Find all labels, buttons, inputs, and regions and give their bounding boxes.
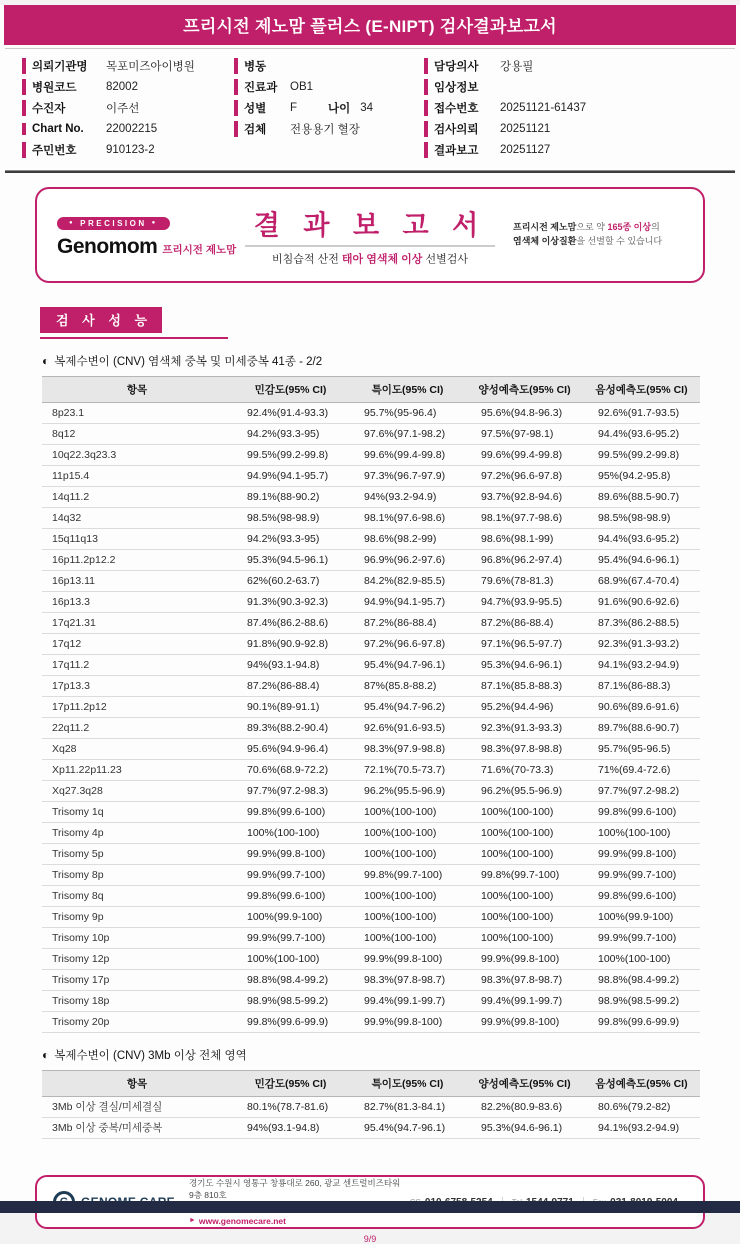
- table-row: [42, 865, 700, 886]
- value-cell: 90.6%(89.6-91.6): [583, 697, 700, 718]
- value-cell: 99.9%(99.7-100): [583, 928, 700, 949]
- value-cell: 87.2%(86-88.4): [232, 676, 349, 697]
- table-row: [42, 676, 700, 697]
- value-cell: 92.6%(91.7-93.5): [583, 403, 700, 424]
- value-cell: 99.9%(99.8-100): [232, 844, 349, 865]
- section-header-wrap: [40, 307, 228, 339]
- brand-name-korean: 프리시전 제노맘: [162, 243, 237, 256]
- value-cell: 94.2%(93.3-95): [232, 424, 349, 445]
- value-cell: 100%(100-100): [349, 907, 466, 928]
- value-cell: 99.8%(99.7-100): [349, 865, 466, 886]
- value-cell: 99.4%(99.1-99.7): [466, 991, 583, 1012]
- dept-value: OB1: [290, 81, 314, 93]
- column-header: 항목: [42, 1071, 232, 1097]
- receipt-label: 접수번호: [424, 100, 500, 116]
- website-link[interactable]: [189, 1215, 401, 1228]
- table-row: [42, 760, 700, 781]
- table-row: [42, 823, 700, 844]
- value-cell: 100%(100-100): [232, 823, 349, 844]
- item-cell: 14q11.2: [42, 487, 232, 508]
- item-cell: 16p11.2p12.2: [42, 550, 232, 571]
- value-cell: 98.5%(98-98.9): [232, 508, 349, 529]
- banner-title: 결 과 보 고 서: [253, 210, 487, 241]
- value-cell: 91.8%(90.9-92.8): [232, 634, 349, 655]
- value-cell: 98.6%(98.1-99): [466, 529, 583, 550]
- table-row: [42, 697, 700, 718]
- doctor-value: 강용필: [500, 61, 534, 73]
- value-cell: 100%(100-100): [466, 844, 583, 865]
- column-header: 양성예측도(95% CI): [466, 377, 583, 403]
- table-row: [42, 739, 700, 760]
- column-header: 특이도(95% CI): [349, 377, 466, 403]
- item-cell: 10q22.3q23.3: [42, 445, 232, 466]
- value-cell: 87.3%(86.2-88.5): [583, 613, 700, 634]
- table-header-row: [42, 377, 700, 403]
- banner-center: [220, 204, 520, 267]
- value-cell: 94.1%(93.2-94.9): [583, 655, 700, 676]
- item-cell: 16p13.3: [42, 592, 232, 613]
- hospital-code-value: 82002: [106, 81, 138, 93]
- item-cell: 17p13.3: [42, 676, 232, 697]
- info-row-dept: [234, 77, 424, 97]
- patient-info-col-middle: [234, 56, 424, 161]
- table1-caption-text: 복제수변이 (CNV) 염색체 중복 및 미세중복 41종 - 2/2: [54, 356, 323, 368]
- value-cell: 100%(100-100): [349, 823, 466, 844]
- value-cell: 98.1%(97.6-98.6): [349, 508, 466, 529]
- table-row: [42, 613, 700, 634]
- info-row-clinical: [424, 77, 730, 97]
- value-cell: 99.9%(99.7-100): [232, 928, 349, 949]
- value-cell: 100%(100-100): [349, 844, 466, 865]
- value-cell: 99.9%(99.8-100): [349, 1012, 466, 1033]
- value-cell: 95.3%(94.6-96.1): [466, 1118, 583, 1139]
- brand-name: Genomom: [57, 234, 158, 258]
- value-cell: 95.4%(94.7-96.1): [349, 655, 466, 676]
- value-cell: 82.2%(80.9-83.6): [466, 1097, 583, 1118]
- half-circle-icon: ◐: [42, 1048, 50, 1062]
- item-cell: Trisomy 8p: [42, 865, 232, 886]
- value-cell: 80.1%(78.7-81.6): [232, 1097, 349, 1118]
- info-row-specimen: [234, 119, 424, 139]
- value-cell: 92.6%(91.6-93.5): [349, 718, 466, 739]
- dot-icon: ●: [151, 220, 158, 227]
- value-cell: 94.7%(93.9-95.5): [466, 592, 583, 613]
- sex-value: F: [290, 102, 298, 114]
- item-cell: Xp11.22p11.23: [42, 760, 232, 781]
- patient-info: [22, 49, 730, 166]
- value-cell: 94.4%(93.6-95.2): [583, 424, 700, 445]
- rrn-value: 910123-2: [106, 144, 155, 156]
- column-header: 음성예측도(95% CI): [583, 377, 700, 403]
- value-cell: 99.6%(99.4-99.8): [466, 445, 583, 466]
- value-cell: 91.6%(90.6-92.6): [583, 592, 700, 613]
- note-text-3: 을 선별할 수 있습니다: [576, 236, 663, 246]
- table-row: [42, 445, 700, 466]
- item-cell: 3Mb 이상 결실/미세결실: [42, 1097, 232, 1118]
- table-row: [42, 886, 700, 907]
- value-cell: 95.7%(95-96.4): [349, 403, 466, 424]
- value-cell: 99.8%(99.6-100): [232, 886, 349, 907]
- patient-name-value: 이주선: [106, 103, 140, 115]
- value-cell: 94.2%(93.3-95): [232, 529, 349, 550]
- value-cell: 72.1%(70.5-73.7): [349, 760, 466, 781]
- value-cell: 95.7%(95-96.5): [583, 739, 700, 760]
- table-row: [42, 1097, 700, 1118]
- table-row: [42, 949, 700, 970]
- precision-badge-label: PRECISION: [80, 218, 147, 228]
- result-banner: [35, 187, 705, 283]
- value-cell: 98.3%(97.8-98.7): [349, 970, 466, 991]
- item-cell: Trisomy 17p: [42, 970, 232, 991]
- org-label: 의뢰기관명: [22, 58, 106, 74]
- value-cell: 95.6%(94.9-96.4): [232, 739, 349, 760]
- request-date-label: 검사의뢰: [424, 121, 500, 137]
- value-cell: 98.9%(98.5-99.2): [232, 991, 349, 1012]
- report-date-label: 결과보고: [424, 142, 500, 158]
- value-cell: 95%(94.2-95.8): [583, 466, 700, 487]
- value-cell: 87%(85.8-88.2): [349, 676, 466, 697]
- info-row-org: [22, 56, 234, 76]
- info-row-doctor: [424, 56, 730, 76]
- banner-note: [513, 221, 683, 249]
- item-cell: 17q21.31: [42, 613, 232, 634]
- item-cell: Trisomy 4p: [42, 823, 232, 844]
- value-cell: 97.2%(96.6-97.8): [349, 634, 466, 655]
- item-cell: 3Mb 이상 중복/미세중복: [42, 1118, 232, 1139]
- value-cell: 99.9%(99.7-100): [583, 865, 700, 886]
- value-cell: 99.6%(99.4-99.8): [349, 445, 466, 466]
- item-cell: 17q11.2: [42, 655, 232, 676]
- value-cell: 87.2%(86-88.4): [466, 613, 583, 634]
- value-cell: 89.7%(88.6-90.7): [583, 718, 700, 739]
- value-cell: 97.7%(97.2-98.3): [232, 781, 349, 802]
- bottom-bar: [0, 1201, 740, 1213]
- value-cell: 94.9%(94.1-95.7): [232, 466, 349, 487]
- table-row: [42, 508, 700, 529]
- rrn-label: 주민번호: [22, 142, 106, 158]
- note-text-2: 의: [651, 222, 660, 233]
- chart-no-value: 22002215: [106, 123, 158, 135]
- value-cell: 82.7%(81.3-84.1): [349, 1097, 466, 1118]
- value-cell: 100%(100-100): [466, 823, 583, 844]
- value-cell: 98.9%(98.5-99.2): [583, 991, 700, 1012]
- value-cell: 94.1%(93.2-94.9): [583, 1118, 700, 1139]
- info-bottom-divider: [5, 170, 735, 173]
- patient-info-col-left: [22, 56, 234, 161]
- table-row: [42, 1012, 700, 1033]
- item-cell: Trisomy 18p: [42, 991, 232, 1012]
- value-cell: 84.2%(82.9-85.5): [349, 571, 466, 592]
- note-brand: 프리시전 제노맘: [513, 222, 577, 233]
- banner-divider: [245, 246, 495, 247]
- value-cell: 100%(100-100): [466, 802, 583, 823]
- table-row: [42, 991, 700, 1012]
- specimen-label: 검체: [234, 121, 290, 137]
- value-cell: 99.5%(99.2-99.8): [232, 445, 349, 466]
- value-cell: 97.3%(96.7-97.9): [349, 466, 466, 487]
- cnv-3mb-table: [42, 1070, 700, 1139]
- banner-subtitle-post: 선별검사: [422, 253, 468, 266]
- note-text-1: 으로 약: [576, 222, 608, 233]
- table-row: [42, 907, 700, 928]
- table-row: [42, 928, 700, 949]
- value-cell: 92.4%(91.4-93.3): [232, 403, 349, 424]
- banner-subtitle-highlight: 태아 염색체 이상: [341, 253, 423, 266]
- value-cell: 98.5%(98-98.9): [583, 508, 700, 529]
- genomom-logo: [57, 211, 236, 259]
- item-cell: Xq27.3q28: [42, 781, 232, 802]
- column-header: 항목: [42, 377, 232, 403]
- note-bold-2: 염색체 이상질환: [513, 236, 577, 246]
- column-header: 특이도(95% CI): [349, 1071, 466, 1097]
- value-cell: 98.3%(97.8-98.8): [466, 739, 583, 760]
- value-cell: 95.3%(94.6-96.1): [466, 655, 583, 676]
- value-cell: 87.1%(86-88.3): [583, 676, 700, 697]
- item-cell: 17q12: [42, 634, 232, 655]
- item-cell: 15q11q13: [42, 529, 232, 550]
- value-cell: 96.8%(96.2-97.4): [466, 550, 583, 571]
- value-cell: 79.6%(78-81.3): [466, 571, 583, 592]
- value-cell: 100%(100-100): [232, 949, 349, 970]
- table-row: [42, 802, 700, 823]
- value-cell: 96.2%(95.5-96.9): [466, 781, 583, 802]
- item-cell: Trisomy 20p: [42, 1012, 232, 1033]
- value-cell: 100%(100-100): [349, 886, 466, 907]
- info-row-ward: [234, 56, 424, 76]
- info-row-patient-name: [22, 98, 234, 118]
- value-cell: 97.1%(96.5-97.7): [466, 634, 583, 655]
- link-arrow-icon: ►: [188, 1216, 196, 1224]
- report-title-bar: [4, 5, 736, 45]
- value-cell: 99.9%(99.8-100): [583, 844, 700, 865]
- note-highlight: 165종 이상: [607, 222, 652, 233]
- table-header-row: [42, 1071, 700, 1097]
- value-cell: 94%(93.1-94.8): [232, 655, 349, 676]
- value-cell: 100%(100-100): [349, 802, 466, 823]
- age-label: 나이: [328, 103, 351, 115]
- item-cell: Trisomy 12p: [42, 949, 232, 970]
- ward-label: 병동: [234, 58, 290, 74]
- age-value: 34: [360, 102, 374, 114]
- item-cell: 22q11.2: [42, 718, 232, 739]
- report-title: 프리시전 제노맘 플러스 (E-NIPT) 검사결과보고서: [183, 17, 557, 36]
- value-cell: 89.6%(88.5-90.7): [583, 487, 700, 508]
- table-row: [42, 970, 700, 991]
- value-cell: 99.9%(99.8-100): [466, 1012, 583, 1033]
- value-cell: 94%(93.2-94.9): [349, 487, 466, 508]
- table-row: [42, 1118, 700, 1139]
- info-row-chart-no: [22, 119, 234, 139]
- value-cell: 95.2%(94.4-96): [466, 697, 583, 718]
- value-cell: 62%(60.2-63.7): [232, 571, 349, 592]
- value-cell: 68.9%(67.4-70.4): [583, 571, 700, 592]
- value-cell: 95.6%(94.8-96.3): [466, 403, 583, 424]
- info-row-hospital-code: [22, 77, 234, 97]
- item-cell: Trisomy 10p: [42, 928, 232, 949]
- table-row: [42, 718, 700, 739]
- table-row: [42, 403, 700, 424]
- table-row: [42, 781, 700, 802]
- value-cell: 70.6%(68.9-72.2): [232, 760, 349, 781]
- chart-no-label: Chart No.: [22, 123, 106, 135]
- value-cell: 94.4%(93.6-95.2): [583, 529, 700, 550]
- value-cell: 95.3%(94.5-96.1): [232, 550, 349, 571]
- value-cell: 99.4%(99.1-99.7): [349, 991, 466, 1012]
- column-header: 민감도(95% CI): [232, 377, 349, 403]
- value-cell: 99.8%(99.7-100): [466, 865, 583, 886]
- dept-label: 진료과: [234, 79, 290, 95]
- value-cell: 99.8%(99.6-100): [232, 802, 349, 823]
- item-cell: 16p13.11: [42, 571, 232, 592]
- info-row-receipt: [424, 98, 730, 118]
- table-row: [42, 550, 700, 571]
- info-row-sex-age: [234, 98, 424, 118]
- value-cell: 98.8%(98.4-99.2): [583, 970, 700, 991]
- table-row: [42, 592, 700, 613]
- specimen-value: 전용용기 혈장: [290, 124, 360, 136]
- value-cell: 100%(100-100): [583, 823, 700, 844]
- value-cell: 100%(100-100): [466, 928, 583, 949]
- value-cell: 97.6%(97.1-98.2): [349, 424, 466, 445]
- value-cell: 98.8%(98.4-99.2): [232, 970, 349, 991]
- value-cell: 98.6%(98.2-99): [349, 529, 466, 550]
- value-cell: 99.5%(99.2-99.8): [583, 445, 700, 466]
- value-cell: 99.8%(99.6-100): [583, 802, 700, 823]
- value-cell: 96.9%(96.2-97.6): [349, 550, 466, 571]
- info-row-rrn: [22, 140, 234, 160]
- value-cell: 95.4%(94.6-96.1): [583, 550, 700, 571]
- item-cell: 11p15.4: [42, 466, 232, 487]
- table2-caption: [42, 1047, 740, 1063]
- value-cell: 94%(93.1-94.8): [232, 1118, 349, 1139]
- item-cell: Trisomy 9p: [42, 907, 232, 928]
- value-cell: 99.8%(99.6-99.9): [583, 1012, 700, 1033]
- table-row: [42, 571, 700, 592]
- column-header: 양성예측도(95% CI): [466, 1071, 583, 1097]
- value-cell: 87.1%(85.8-88.3): [466, 676, 583, 697]
- website-url: www.genomecare.net: [198, 1215, 286, 1226]
- table-row: [42, 529, 700, 550]
- item-cell: Trisomy 5p: [42, 844, 232, 865]
- value-cell: 98.1%(97.7-98.6): [466, 508, 583, 529]
- brand-line: [57, 235, 236, 259]
- request-date-value: 20251121: [500, 123, 551, 135]
- item-cell: 8q12: [42, 424, 232, 445]
- value-cell: 71.6%(70-73.3): [466, 760, 583, 781]
- address-line-1: 경기도 수원시 영통구 창룡대로 260, 광교 센트럴비즈타워 9층 810호: [188, 1177, 401, 1201]
- table-row: [42, 844, 700, 865]
- value-cell: 94.9%(94.1-95.7): [349, 592, 466, 613]
- table1-caption: [42, 353, 740, 369]
- value-cell: 98.3%(97.8-98.7): [466, 970, 583, 991]
- value-cell: 97.7%(97.2-98.2): [583, 781, 700, 802]
- value-cell: 100%(99.9-100): [232, 907, 349, 928]
- value-cell: 89.1%(88-90.2): [232, 487, 349, 508]
- value-cell: 100%(100-100): [466, 886, 583, 907]
- value-cell: 100%(100-100): [583, 949, 700, 970]
- table-row: [42, 634, 700, 655]
- precision-badge: [57, 217, 170, 230]
- table-row: [42, 466, 700, 487]
- hospital-code-label: 병원코드: [22, 79, 106, 95]
- value-cell: 71%(69.4-72.6): [583, 760, 700, 781]
- value-cell: 96.2%(95.5-96.9): [349, 781, 466, 802]
- banner-subtitle: [220, 251, 520, 267]
- item-cell: 14q32: [42, 508, 232, 529]
- cnv-duplication-table: [42, 376, 700, 1033]
- value-cell: 100%(100-100): [349, 928, 466, 949]
- value-cell: 99.9%(99.7-100): [232, 865, 349, 886]
- item-cell: Trisomy 1q: [42, 802, 232, 823]
- table-row: [42, 424, 700, 445]
- value-cell: 99.9%(99.8-100): [466, 949, 583, 970]
- value-cell: 89.3%(88.2-90.4): [232, 718, 349, 739]
- value-cell: 95.4%(94.7-96.1): [349, 1118, 466, 1139]
- info-row-report-date: [424, 140, 730, 160]
- value-cell: 99.8%(99.6-99.9): [232, 1012, 349, 1033]
- item-cell: 17p11.2p12: [42, 697, 232, 718]
- item-cell: 8p23.1: [42, 403, 232, 424]
- receipt-value: 20251121-61437: [500, 102, 587, 114]
- value-cell: 100%(99.9-100): [583, 907, 700, 928]
- org-value: 목포미즈아이병원: [106, 61, 195, 73]
- value-cell: 90.1%(89-91.1): [232, 697, 349, 718]
- patient-info-col-right: [424, 56, 730, 161]
- item-cell: Trisomy 8q: [42, 886, 232, 907]
- sex-label: 성별: [234, 100, 290, 116]
- value-cell: 87.4%(86.2-88.6): [232, 613, 349, 634]
- table2-caption-text: 복제수변이 (CNV) 3Mb 이상 전체 영역: [54, 1050, 247, 1062]
- column-header: 민감도(95% CI): [232, 1071, 349, 1097]
- value-cell: 91.3%(90.3-92.3): [232, 592, 349, 613]
- value-cell: 95.4%(94.7-96.2): [349, 697, 466, 718]
- info-row-request-date: [424, 119, 730, 139]
- banner-subtitle-pre: 비침습적 산전: [272, 253, 342, 266]
- value-cell: 97.2%(96.6-97.8): [466, 466, 583, 487]
- value-cell: 99.9%(99.8-100): [349, 949, 466, 970]
- value-cell: 80.6%(79.2-82): [583, 1097, 700, 1118]
- patient-name-label: 수진자: [22, 100, 106, 116]
- clinical-label: 임상정보: [424, 79, 500, 95]
- report-date-value: 20251127: [500, 144, 551, 156]
- value-cell: 99.8%(99.6-100): [583, 886, 700, 907]
- half-circle-icon: ◐: [42, 354, 50, 368]
- value-cell: 93.7%(92.8-94.6): [466, 487, 583, 508]
- value-cell: 98.3%(97.9-98.8): [349, 739, 466, 760]
- value-cell: 97.5%(97-98.1): [466, 424, 583, 445]
- table-row: [42, 487, 700, 508]
- section-title: 검 사 성 능: [40, 307, 162, 333]
- table-row: [42, 655, 700, 676]
- dot-icon: ●: [69, 220, 76, 227]
- column-header: 음성예측도(95% CI): [583, 1071, 700, 1097]
- doctor-label: 담당의사: [424, 58, 500, 74]
- value-cell: 100%(100-100): [466, 907, 583, 928]
- item-cell: Xq28: [42, 739, 232, 760]
- value-cell: 92.3%(91.3-93.3): [466, 718, 583, 739]
- value-cell: 92.3%(91.3-93.2): [583, 634, 700, 655]
- page-number: 9/9: [363, 1234, 377, 1244]
- value-cell: 87.2%(86-88.4): [349, 613, 466, 634]
